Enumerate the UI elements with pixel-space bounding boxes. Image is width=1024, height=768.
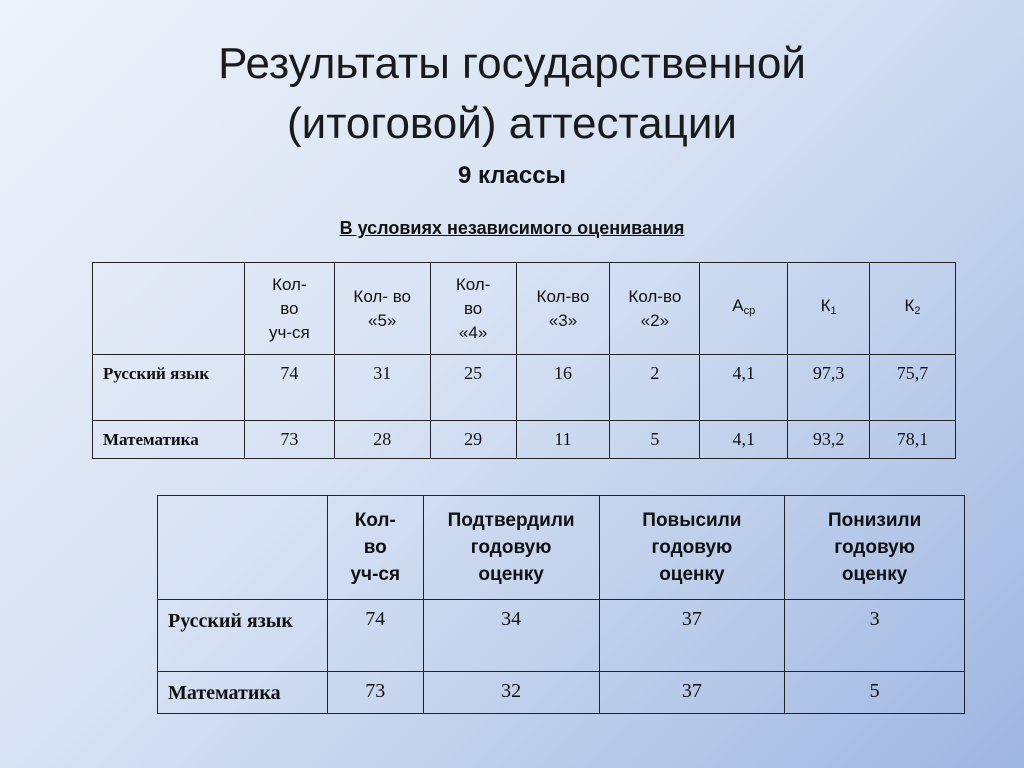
cell-value: 25 — [430, 355, 516, 421]
header-grade-3-count — [516, 263, 610, 355]
header-raised-grade — [599, 496, 785, 600]
cell-value: 74 — [327, 600, 423, 672]
cell-value: 5 — [610, 421, 700, 459]
cell-value: 32 — [423, 672, 599, 714]
header-line: во — [463, 298, 483, 318]
slide-title-line-1: Результаты государственной — [218, 39, 806, 88]
cell-value: 73 — [327, 672, 423, 714]
header-grade-2-count — [610, 263, 700, 355]
header-students-count — [244, 263, 334, 355]
table-header-row — [158, 496, 965, 600]
slide-title — [0, 34, 1024, 154]
row-subject: Математика — [158, 672, 328, 714]
slide-subtitle: 9 классы — [457, 162, 567, 189]
header-line: Кол-во — [536, 286, 590, 306]
header-line: Подтвердили — [447, 510, 575, 531]
header-line: Кол- — [272, 274, 307, 294]
header-line: годовую — [651, 537, 733, 558]
cell-value: 37 — [599, 600, 785, 672]
cell-value: 31 — [334, 355, 430, 421]
header-subscript: 2 — [914, 305, 921, 317]
cell-value: 4,1 — [700, 421, 788, 459]
cell-value: 78,1 — [870, 421, 956, 459]
header-main: А — [732, 296, 744, 315]
header-line: годовую — [470, 537, 552, 558]
header-empty-cell — [93, 263, 245, 355]
cell-value: 11 — [516, 421, 610, 459]
header-line: «5» — [368, 310, 397, 330]
cell-value: 28 — [334, 421, 430, 459]
header-grade-5-count — [334, 263, 430, 355]
row-subject: Русский язык — [93, 355, 245, 421]
header-line: Кол- — [354, 510, 396, 531]
header-line: годовую — [834, 537, 915, 558]
cell-value: 97,3 — [788, 355, 870, 421]
header-confirmed-grade — [423, 496, 599, 600]
cell-value: 5 — [785, 672, 965, 714]
header-main: К — [904, 296, 915, 315]
cell-value: 16 — [516, 355, 610, 421]
header-empty-cell — [158, 496, 328, 600]
header-line: во — [363, 537, 387, 558]
table-row — [93, 355, 956, 421]
grade-confirmation-table — [157, 495, 965, 714]
header-line: уч-ся — [350, 564, 401, 585]
header-line: Повысили — [642, 510, 742, 531]
header-lowered-grade — [785, 496, 965, 600]
header-line: оценку — [659, 564, 725, 585]
header-main: К — [820, 296, 831, 315]
header-line: Кол- — [455, 274, 491, 294]
table-row — [158, 600, 965, 672]
table-row — [158, 672, 965, 714]
cell-value: 37 — [599, 672, 785, 714]
cell-value: 3 — [785, 600, 965, 672]
cell-value: 2 — [610, 355, 700, 421]
row-subject: Математика — [93, 421, 245, 459]
header-line: Понизили — [827, 510, 922, 531]
header-line: оценку — [478, 564, 544, 585]
cell-value: 73 — [244, 421, 334, 459]
cell-value: 93,2 — [788, 421, 870, 459]
cell-value: 74 — [244, 355, 334, 421]
header-k2 — [870, 263, 956, 355]
header-line: уч-ся — [268, 322, 310, 342]
results-table — [92, 262, 956, 459]
header-line: Кол-во — [628, 286, 682, 306]
cell-value: 4,1 — [700, 355, 788, 421]
header-line: оценку — [841, 564, 908, 585]
cell-value: 75,7 — [870, 355, 956, 421]
header-average-grade — [700, 263, 788, 355]
table-caption: В условиях независимого оценивания — [339, 218, 685, 238]
slide-title-line-2: (итоговой) аттестации — [287, 99, 737, 148]
table-row — [93, 421, 956, 459]
table-header-row — [93, 263, 956, 355]
header-grade-4-count — [430, 263, 516, 355]
header-line: «3» — [548, 310, 578, 330]
cell-value: 29 — [430, 421, 516, 459]
header-line: Кол- во — [353, 286, 412, 306]
header-line: «2» — [640, 310, 670, 330]
header-students-count — [327, 496, 423, 600]
header-subscript: 1 — [830, 305, 837, 317]
header-line: «4» — [458, 322, 488, 342]
header-line: во — [280, 298, 299, 318]
header-subscript: ср — [743, 305, 756, 317]
header-k1 — [788, 263, 870, 355]
cell-value: 34 — [423, 600, 599, 672]
row-subject: Русский язык — [158, 600, 328, 672]
